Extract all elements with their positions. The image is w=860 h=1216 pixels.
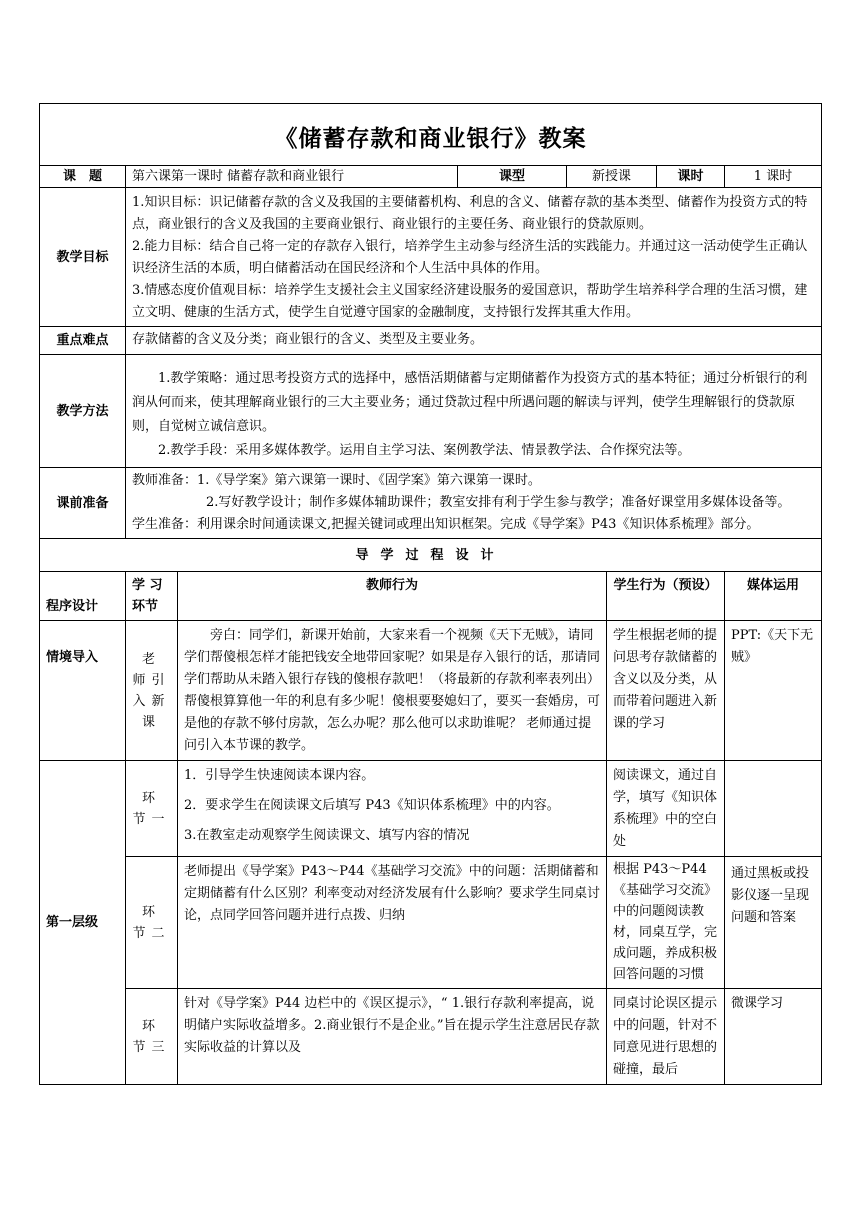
col-teacher: 教师行为 [178, 572, 607, 621]
teacher-prep-2: 2.写好教学设计；制作多媒体辅助课件；教室安排有利于学生参与教学；准备好课堂用多媒体设备等。 [206, 495, 791, 510]
topic-value: 第六课第一课时 储蓄存款和商业银行 [126, 166, 458, 188]
methods-content [126, 355, 822, 468]
level1-step1-media [725, 761, 822, 857]
level1-step1-row [40, 761, 822, 857]
method-means: 2.教学手段：采用多媒体教学。运用自主学习法、案例教学法、情景教学法、合作探究法等。 [158, 443, 691, 458]
level1-step1-teacher [178, 761, 607, 857]
prep-row [40, 468, 822, 539]
col-media: 媒体运用 [725, 572, 822, 621]
type-label: 课型 [458, 166, 567, 188]
level1-step3-row [40, 989, 822, 1085]
intro-row [40, 621, 822, 761]
student-prep: 学生准备：利用课余时间通读课文,把握关键词或理出知识框架。完成《导学案》P43《知识体系梳理》部分。 [132, 517, 760, 532]
lesson-plan-table [39, 103, 822, 1085]
level1-step2-student: 根据 P43～P44《基础学习交流》中的问题阅读教材，同桌互学，完成问题，养成积极回答问题的习惯 [607, 857, 725, 989]
col-student: 学生行为（预设） [607, 572, 725, 621]
process-header-row [40, 572, 822, 621]
goal-attitude: 3.情感态度价值观目标：培养学生支援社会主义国家经济建设服务的爱国意识，帮助学生培养科学合理的生活习惯，建立文明、健康的生活方式，使学生自觉遵守国家的金融制度，支持银行发挥其重大作用。 [132, 283, 808, 320]
topic-label: 课 题 [40, 166, 126, 188]
level1-step2-media: 通过黑板或投影仪逐一呈现问题和答案 [725, 857, 822, 989]
intro-stage: 老 师引 入新课 [126, 621, 178, 761]
goal-ability: 2.能力目标：结合自己将一定的存款存入银行，培养学生主动参与经济生活的实践能力。并通过这一活动使学生正确认识经济生活的本质，明白储蓄活动在国民经济和个人生活中具体的作用。 [132, 239, 808, 276]
intro-student: 学生根据老师的提问思考存款储蓄的含义以及分类，从而带着问题进入新课的学习 [607, 621, 725, 761]
level1-program: 第一层级 [40, 761, 126, 1085]
col-stage: 学 习环节 [126, 572, 178, 621]
methods-row [40, 355, 822, 468]
intro-media: PPT:《天下无贼》 [725, 621, 822, 761]
goal-knowledge: 1.知识目标：识记储蓄存款的含义及我国的主要储蓄机构、利息的含义、储蓄存款的基本类型、储蓄作为投资方式的特点，商业银行的含义及我国的主要商业银行、商业银行的主要任务、商业银行的贷款原则。 [132, 195, 808, 232]
process-heading: 导学过程设计 [40, 539, 822, 572]
level1-step2-stage: 环 节二 [126, 857, 178, 989]
level1-step3-media: 微课学习 [725, 989, 822, 1085]
intro-program: 情境导入 [40, 621, 126, 761]
goals-row [40, 188, 822, 327]
process-heading-row [40, 539, 822, 572]
document-title: 《储蓄存款和商业银行》教案 [40, 104, 822, 166]
teacher-prep-1: 教师准备：1.《导学案》第六课第一课时、《固学案》第六课第一课时。 [132, 473, 541, 488]
prep-label: 课前准备 [40, 468, 126, 539]
goals-content [126, 188, 822, 327]
level1-step3-stage: 环 节三 [126, 989, 178, 1085]
level1-step1-student: 阅读课文，通过自学，填写《知识体系梳理》中的空白处 [607, 761, 725, 857]
title-row [40, 104, 822, 166]
intro-teacher: 旁白：同学们，新课开始前，大家来看一个视频《天下无贼》，请同学们帮傻根怎样才能把钱安全地带回家呢？如果是存入银行的话，那请同学们帮助从未踏入银行存钱的傻根存款吧！（将最新的存款利率表列出）帮傻根算算他一年的利息有多少呢！傻根要娶媳妇了，要买一套婚房，可是他的存款不够付房款，怎么办呢？那么他可以求助谁呢？ 老师通过提问引入本节课的教学。 [178, 621, 607, 761]
type-value: 新授课 [567, 166, 657, 188]
key-points-text: 存款储蓄的含义及分类；商业银行的含义、类型及主要业务。 [126, 327, 822, 355]
hours-value: 1 课时 [725, 166, 822, 188]
step1-item-2: 2．要求学生在阅读课文后填写 P43《知识体系梳理》中的内容。 [184, 798, 560, 813]
level1-step2-row [40, 857, 822, 989]
key-points-label: 重点难点 [40, 327, 126, 355]
col-program: 程序设计 [40, 572, 126, 621]
method-strategy: 1.教学策略：通过思考投资方式的选择中，感悟活期储蓄与定期储蓄作为投资方式的基本特征；通过分析银行的利润从何而来，使其理解商业银行的三大主要业务；通过贷款过程中所遇问题的解读与评判，使学生理解银行的贷款原则，自觉树立诚信意识。 [132, 371, 808, 434]
prep-content [126, 468, 822, 539]
methods-label: 教学方法 [40, 355, 126, 468]
info-row [40, 166, 822, 188]
step1-item-3: 3.在教室走动观察学生阅读课文、填写内容的情况 [184, 828, 470, 843]
step1-item-1: 1．引导学生快速阅读本课内容。 [184, 768, 375, 783]
level1-step1-stage: 环 节一 [126, 761, 178, 857]
hours-label: 课时 [657, 166, 725, 188]
key-points-row [40, 327, 822, 355]
goals-label: 教学目标 [40, 188, 126, 327]
level1-step3-teacher: 针对《导学案》P44 边栏中的《误区提示》，“ 1.银行存款利率提高，说明储户实际收益增多。2.商业银行不是企业。”旨在提示学生注意居民存款实际收益的计算以及 [178, 989, 607, 1085]
level1-step2-teacher: 老师提出《导学案》P43～P44《基础学习交流》中的问题：活期储蓄和定期储蓄有什么区别？利率变动对经济发展有什么影响？要求学生同桌讨论，点同学回答问题并进行点拨、归纳 [178, 857, 607, 989]
level1-step3-student: 同桌讨论误区提示中的问题，针对不同意见进行思想的碰撞，最后 [607, 989, 725, 1085]
